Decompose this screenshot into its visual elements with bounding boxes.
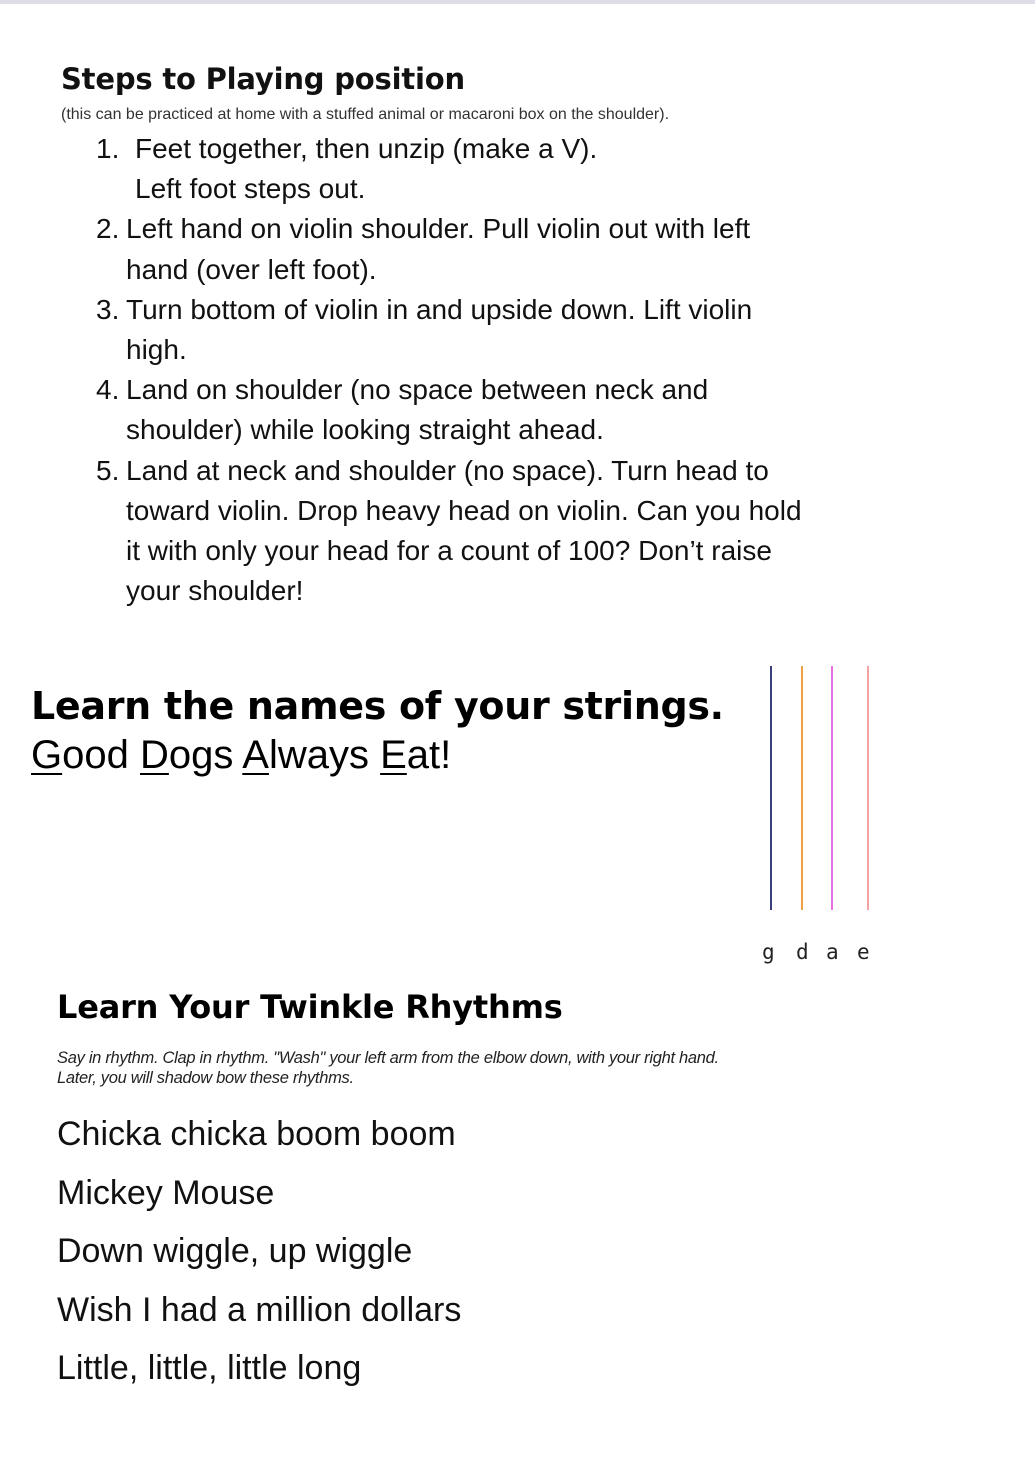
step-text: Left hand on violin shoulder. Pull violin out with left hand (over left foot). <box>126 213 751 285</box>
mnemonic-initial-g: G <box>31 733 63 777</box>
step-number: 4. <box>96 374 120 406</box>
rhythm-item: Chicka chicka boom boom <box>57 1115 456 1153</box>
step-item-5 <box>96 451 816 612</box>
step-item-1 <box>96 129 816 209</box>
step-text: Turn bottom of violin in and upside down. Lift violin high. <box>126 293 753 366</box>
step-item-2 <box>96 209 816 289</box>
string-label-a: a <box>826 940 839 964</box>
twinkle-note-line: Later, you will shadow bow these rhythms. <box>57 1069 354 1087</box>
step-number: 3. <box>96 293 120 325</box>
twinkle-note-line: Say in rhythm. Clap in rhythm. "Wash" your left arm from the elbow down, with your right hand. <box>57 1049 719 1067</box>
mnemonic-initial-e: E <box>380 733 407 777</box>
twinkle-note <box>57 1048 817 1088</box>
rhythm-list <box>57 1105 461 1398</box>
step-text: Land on shoulder (no space between neck and shoulder) while looking straight ahead. <box>126 374 709 446</box>
string-label-e: e <box>857 940 870 964</box>
step-text: Feet together, then unzip (make a V). <box>135 133 598 164</box>
steps-title: Steps to Playing position <box>61 62 465 96</box>
mnemonic-word-rest: lways <box>268 733 381 777</box>
rhythm-item: Little, little, little long <box>57 1349 362 1387</box>
string-line-g <box>770 666 772 910</box>
rhythm-item: Down wiggle, up wiggle <box>57 1232 413 1270</box>
mnemonic-initial-a: A <box>242 733 269 777</box>
string-label-d: d <box>796 940 809 964</box>
mnemonic-word-rest: ood <box>62 733 140 777</box>
mnemonic-initial-d: D <box>139 733 169 777</box>
string-line-e <box>867 666 869 910</box>
strings-title: Learn the names of your strings. <box>31 684 724 728</box>
steps-list <box>96 129 816 611</box>
step-item-4 <box>96 370 816 450</box>
strings-mnemonic <box>31 733 451 778</box>
rhythm-item: Mickey Mouse <box>57 1173 275 1212</box>
step-text: Land at neck and shoulder (no space). Turn head to toward violin. Drop heavy head on violin. Can you hold it with only your head for a count of 100? Don’t raise your shoulder! <box>126 454 802 607</box>
string-label-g: g <box>762 940 775 964</box>
step-number: 2. <box>96 213 120 245</box>
mnemonic-word-rest: ogs <box>168 733 243 777</box>
rhythm-item: Wish I had a million dollars <box>57 1290 462 1329</box>
step-number: 1. <box>96 133 120 164</box>
string-line-d <box>801 666 803 910</box>
step-text-continued: Left foot steps out. <box>135 173 366 205</box>
string-line-a <box>831 666 833 910</box>
step-number: 5. <box>96 454 120 486</box>
mnemonic-word-rest: at! <box>406 733 452 777</box>
top-rule <box>0 0 1035 4</box>
steps-note: (this can be practiced at home with a stuffed animal or macaroni box on the shoulder). <box>61 106 670 123</box>
step-item-3 <box>96 290 816 370</box>
twinkle-title: Learn Your Twinkle Rhythms <box>57 988 563 1026</box>
